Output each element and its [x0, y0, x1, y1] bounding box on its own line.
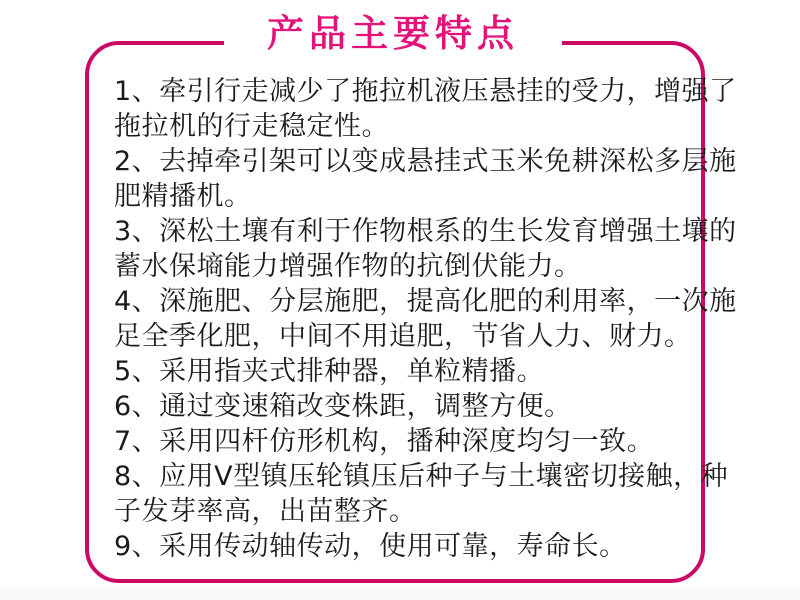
- feature-line-14: 9、采用传动轴传动，使用可靠，寿命长。: [114, 531, 627, 562]
- feature-line-13: 子发芽率高，出苗整齐。: [114, 496, 417, 527]
- feature-line-9: 5、采用指夹式排种器，单粒精播。: [114, 356, 545, 387]
- feature-line-5: 3、深松土壤有利于作物根系的生长发育增强土壤的: [114, 216, 737, 247]
- feature-line-4: 肥精播机。: [114, 181, 252, 212]
- bottom-edge-strip: [0, 588, 800, 600]
- feature-line-8: 足全季化肥，中间不用追肥，节省人力、财力。: [114, 321, 692, 352]
- feature-list: [114, 74, 737, 564]
- panel-title-wrap: [224, 0, 562, 64]
- panel-title: 产品主要特点: [267, 10, 519, 55]
- feature-line-12: 8、应用V型镇压轮镇压后种子与土壤密切接触，种: [114, 461, 729, 492]
- feature-line-11: 7、采用四杆仿形机构，播种深度均匀一致。: [114, 426, 655, 457]
- feature-line-10: 6、通过变速箱改变株距，调整方便。: [114, 391, 572, 422]
- feature-line-7: 4、深施肥、分层施肥，提高化肥的利用率，一次施: [114, 286, 737, 317]
- feature-line-3: 2、去掉牵引架可以变成悬挂式玉米免耕深松多层施: [114, 146, 737, 177]
- feature-line-6: 蓄水保墒能力增强作物的抗倒伏能力。: [114, 251, 582, 282]
- feature-line-2: 拖拉机的行走稳定性。: [114, 111, 389, 142]
- feature-line-1: 1、牵引行走减少了拖拉机液压悬挂的受力，增强了: [114, 76, 737, 107]
